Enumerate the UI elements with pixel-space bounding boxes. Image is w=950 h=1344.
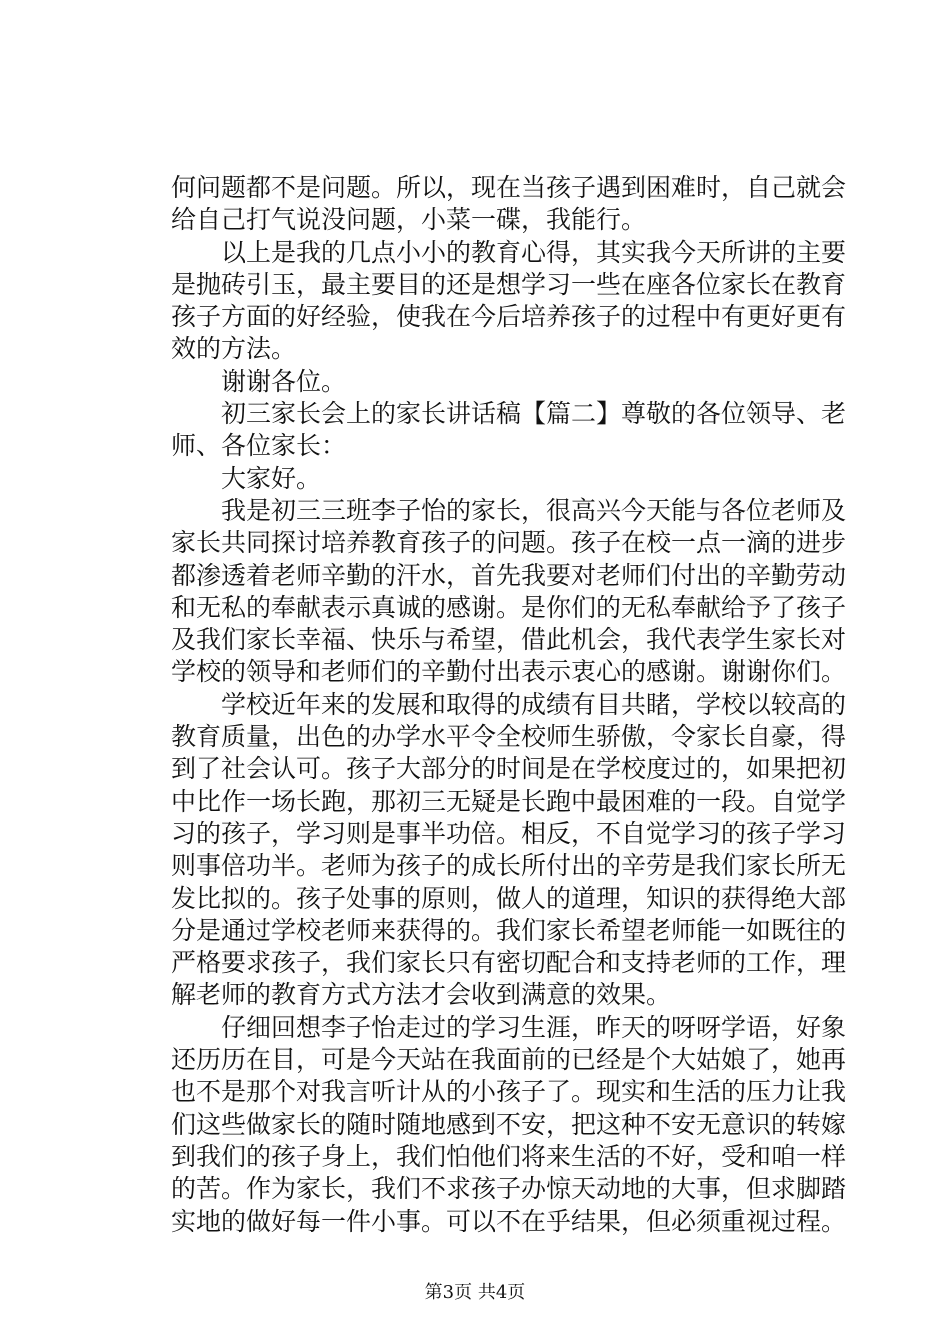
document-body	[171, 172, 847, 1238]
text-line: 学校的领导和老师们的辛勤付出表示衷心的感谢。谢谢你们。	[171, 657, 847, 687]
text-line: 解老师的教育方式方法才会收到满意的效果。	[171, 980, 672, 1010]
text-line: 还历历在目，可是今天站在我面前的已经是个大姑娘了，她再	[171, 1045, 847, 1075]
text-line: 教育质量，出色的办学水平令全校师生骄傲，令家长自豪，得	[171, 722, 847, 752]
text-line: 及我们家长幸福、快乐与希望，借此机会，我代表学生家长对	[171, 625, 847, 655]
text-line: 我是初三三班李子怡的家长，很高兴今天能与各位老师及	[221, 495, 847, 525]
text-line: 谢谢各位。	[221, 366, 347, 396]
text-line: 严格要求孩子，我们家长只有密切配合和支持老师的工作，理	[171, 948, 847, 978]
text-line: 学校近年来的发展和取得的成绩有目共睹，学校以较高的	[221, 689, 847, 719]
text-line: 发比拟的。孩子处事的原则，做人的道理，知识的获得绝大部	[171, 883, 847, 913]
text-line: 也不是那个对我言听计从的小孩子了。现实和生活的压力让我	[171, 1077, 847, 1107]
text-line: 到了社会认可。孩子大部分的时间是在学校度过的，如果把初	[171, 754, 847, 784]
text-line: 和无私的奉献表示真诚的感谢。是你们的无私奉献给予了孩子	[171, 592, 847, 622]
text-line: 孩子方面的好经验，使我在今后培养孩子的过程中有更好更有	[171, 302, 847, 332]
text-line: 仔细回想李子怡走过的学习生涯，昨天的呀呀学语，好象	[221, 1012, 847, 1042]
text-line: 到我们的孩子身上，我们怕他们将来生活的不好，受和咱一样	[171, 1141, 847, 1171]
text-line: 师、各位家长：	[171, 431, 347, 461]
text-line: 们这些做家长的随时随地感到不安，把这种不安无意识的转嫁	[171, 1109, 847, 1139]
text-line: 实地的做好每一件小事。可以不在乎结果，但必须重视过程。	[171, 1206, 847, 1236]
text-line: 分是通过学校老师来获得的。我们家长希望老师能一如既往的	[171, 915, 847, 945]
text-line: 大家好。	[221, 463, 322, 493]
text-line: 给自己打气说没问题，小菜一碟，我能行。	[171, 205, 647, 235]
text-line: 是抛砖引玉，最主要目的还是想学习一些在座各位家长在教育	[171, 269, 847, 299]
text-line: 家长共同探讨培养教育孩子的问题。孩子在校一点一滴的进步	[171, 528, 847, 558]
text-line: 都渗透着老师辛勤的汗水，首先我要对老师们付出的辛勤劳动	[171, 560, 847, 590]
text-line: 以上是我的几点小小的教育心得，其实我今天所讲的主要	[221, 237, 847, 267]
text-line: 的苦。作为家长，我们不求孩子办惊天动地的大事，但求脚踏	[171, 1174, 847, 1204]
text-line: 效的方法。	[171, 334, 297, 364]
page-number-footer: 第3页 共4页	[424, 1282, 526, 1303]
text-line: 初三家长会上的家长讲话稿【篇二】尊敬的各位领导、老	[221, 399, 847, 429]
text-line: 则事倍功半。老师为孩子的成长所付出的辛劳是我们家长所无	[171, 851, 847, 881]
text-line: 习的孩子，学习则是事半功倍。相反，不自觉学习的孩子学习	[171, 818, 847, 848]
text-line: 何问题都不是问题。所以，现在当孩子遇到困难时，自己就会	[171, 173, 847, 202]
text-line: 中比作一场长跑，那初三无疑是长跑中最困难的一段。自觉学	[171, 786, 847, 816]
